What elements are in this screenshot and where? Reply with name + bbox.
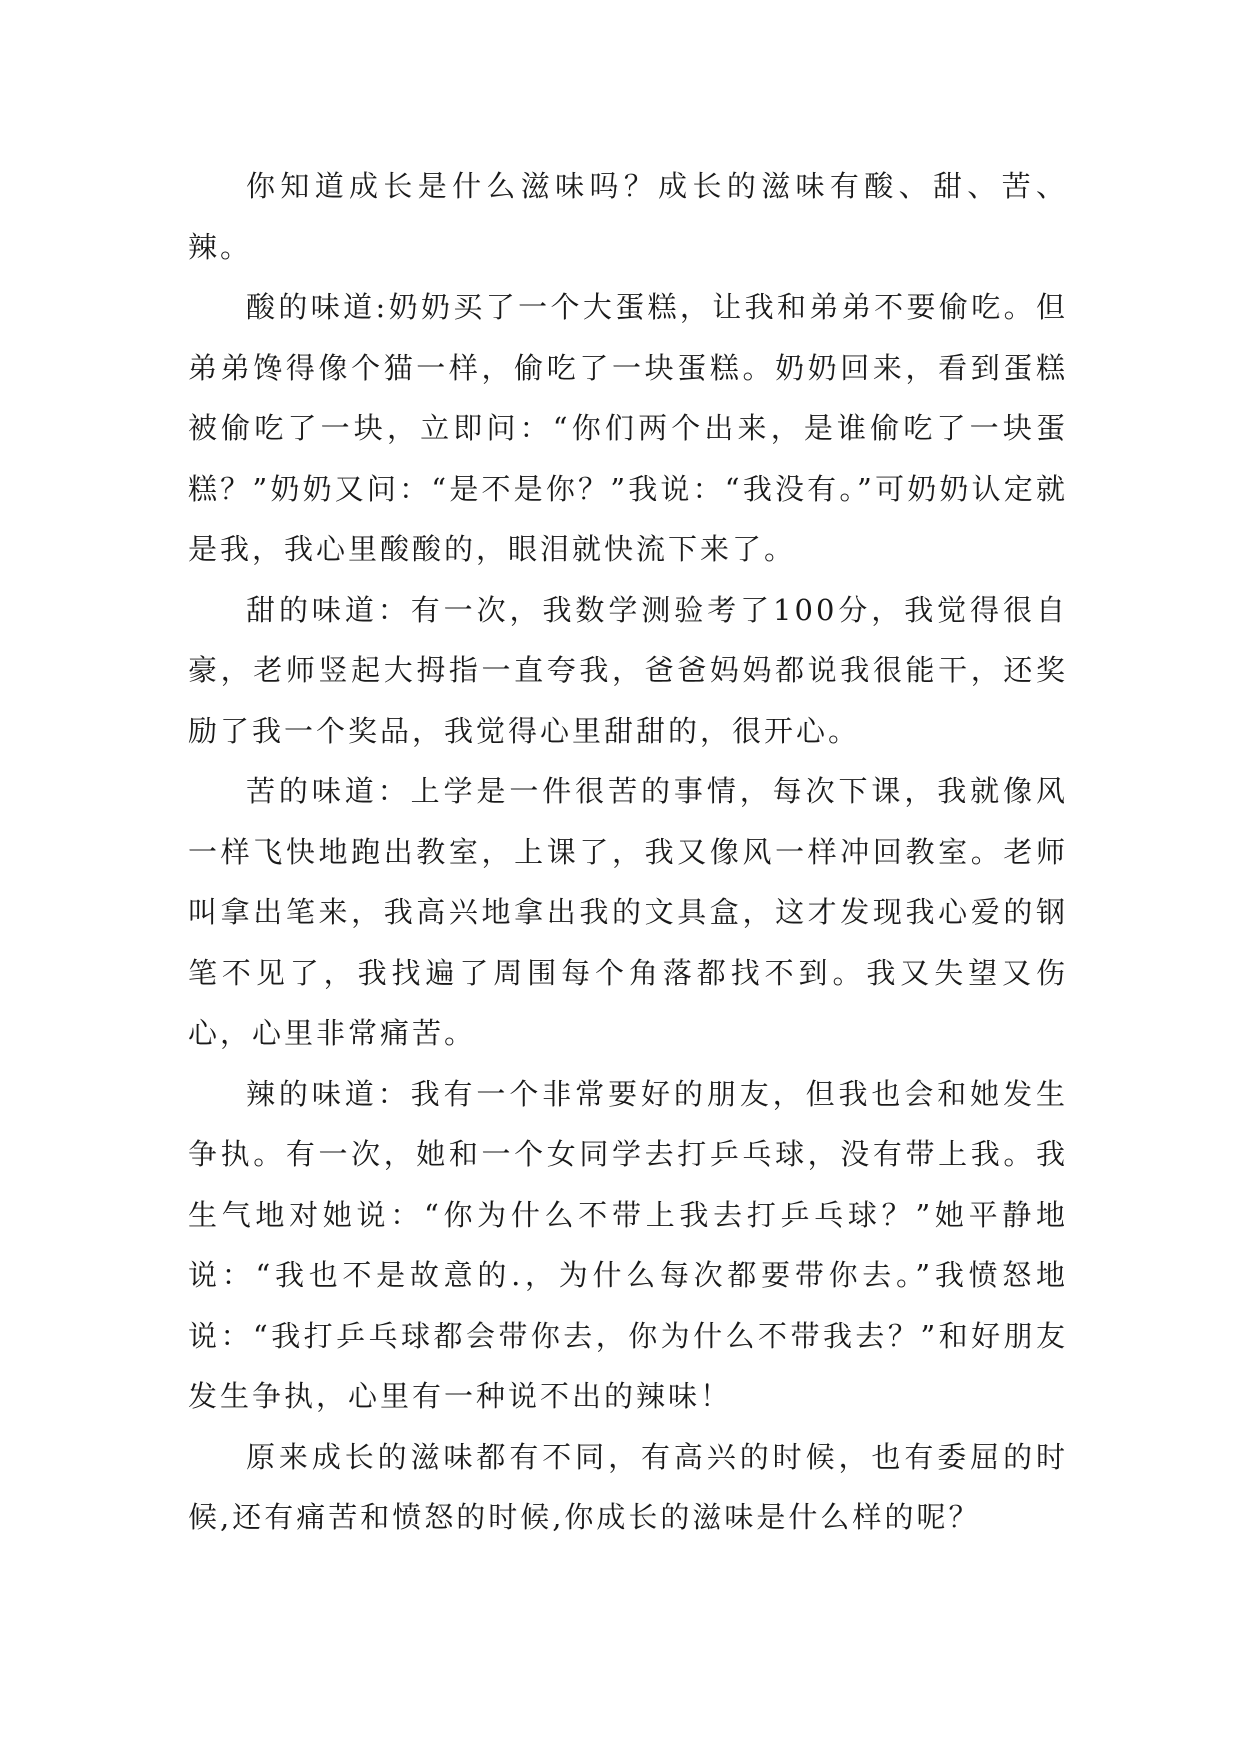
essay-body (188, 156, 1068, 1548)
paragraph-sweet: 甜的味道：有一次，我数学测验考了100分，我觉得很自豪，老师竖起大拇指一直夸我，爸爸妈妈都说我很能干，还奖励了我一个奖品，我觉得心里甜甜的，很开心。 (188, 592, 1068, 748)
paragraph-sour: 酸的味道:奶奶买了一个大蛋糕，让我和弟弟不要偷吃。但弟弟馋得像个猫一样，偷吃了一块蛋糕。奶奶回来，看到蛋糕被偷吃了一块，立即问：“你们两个出来，是谁偷吃了一块蛋糕？”奶奶又问：“是不是你？”我说：“我没有。”可奶奶认定就是我，我心里酸酸的，眼泪就快流下来了。 (188, 290, 1068, 566)
paragraph-spicy: 辣的味道：我有一个非常要好的朋友，但我也会和她发生争执。有一次，她和一个女同学去打乒乓球，没有带上我。我生气地对她说：“你为什么不带上我去打乒乓球？”她平静地说：“我也不是故意的.，为什么每次都要带你去。”我愤怒地说：“我打乒乓球都会带你去，你为什么不带我去？”和好朋友发生争执，心里有一种说不出的辣味！ (188, 1076, 1068, 1413)
paragraph-intro: 你知道成长是什么滋味吗？成长的滋味有酸、甜、苦、辣。 (188, 169, 1068, 264)
paragraph-bitter: 苦的味道：上学是一件很苦的事情，每次下课，我就像风一样飞快地跑出教室，上课了，我又像风一样冲回教室。老师叫拿出笔来，我高兴地拿出我的文具盒，这才发现我心爱的钢笔不见了，我找遍了周围每个角落都找不到。我又失望又伤心，心里非常痛苦。 (188, 774, 1068, 1050)
paragraph-conclusion: 原来成长的滋味都有不同，有高兴的时候，也有委屈的时候,还有痛苦和愤怒的时候,你成长的滋味是什么样的呢？ (188, 1439, 1068, 1534)
